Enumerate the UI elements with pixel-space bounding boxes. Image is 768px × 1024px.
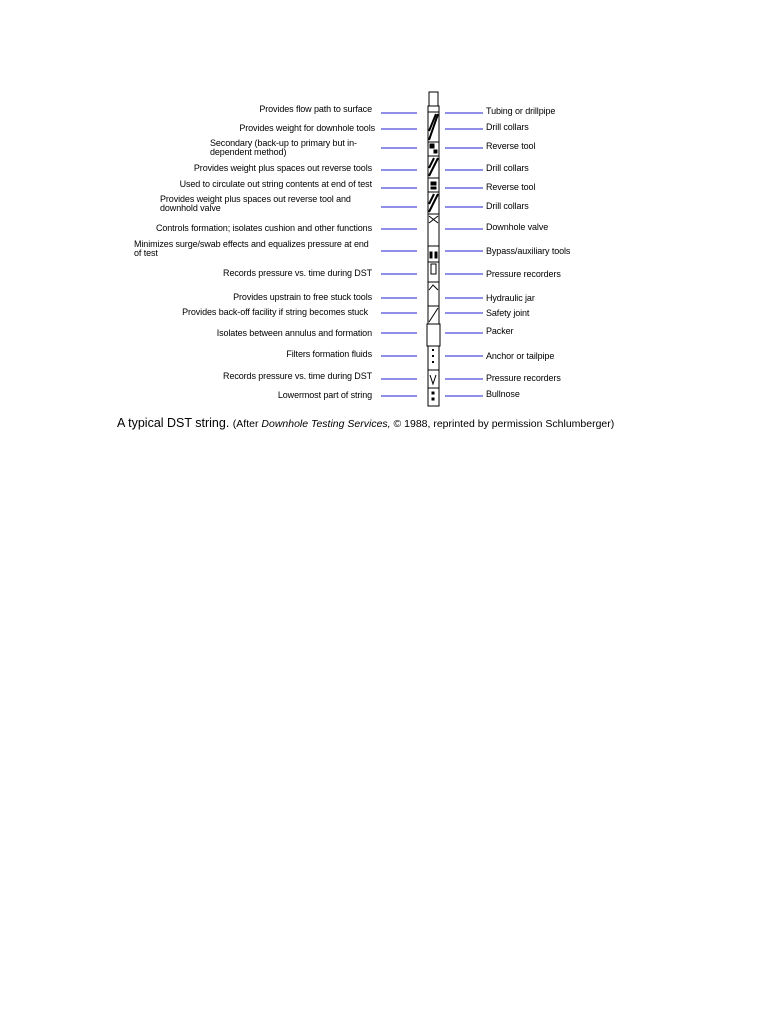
dst-string-drawing xyxy=(427,92,440,406)
left-label-surge-swab: Minimizes surge/swab effects and equalizes pressure at end of test xyxy=(134,239,369,258)
left-label-upstrain: Provides upstrain to free stuck tools xyxy=(233,292,372,302)
left-label-weight-valve: Provides weight plus spaces out reverse tool and downhold valve xyxy=(160,194,351,213)
right-label-reverse-tool-2: Reverse tool xyxy=(486,182,536,192)
right-label-bullnose: Bullnose xyxy=(486,389,520,399)
caption-after: (After xyxy=(232,418,262,430)
right-label-reverse-tool-1: Reverse tool xyxy=(486,141,536,151)
left-label-filters: Filters formation fluids xyxy=(286,349,372,359)
right-label-pressure-recorders-2: Pressure recorders xyxy=(486,373,561,383)
right-label-packer: Packer xyxy=(486,326,514,336)
bullnose-section xyxy=(428,388,439,406)
tubing-joint xyxy=(428,106,439,112)
left-label-circulate: Used to circulate out string contents at end of test xyxy=(179,179,372,189)
left-label-isolates: Isolates between annulus and formation xyxy=(216,328,372,338)
right-label-drill-collars-1: Drill collars xyxy=(486,122,529,132)
packer-section xyxy=(427,324,440,346)
pressure-recorders-section-2 xyxy=(428,370,439,388)
downhole-valve-section xyxy=(428,214,439,246)
left-label-flow-path: Provides flow path to surface xyxy=(259,104,372,114)
left-label-secondary: Secondary (back-up to primary but in-dependent method) xyxy=(210,138,357,157)
right-label-safety-joint: Safety joint xyxy=(486,308,530,318)
caption-rest: © 1988, reprinted by permission Schlumberger) xyxy=(390,418,615,430)
right-label-bypass: Bypass/auxiliary tools xyxy=(486,246,571,256)
right-label-drill-collars-2: Drill collars xyxy=(486,163,529,173)
left-label-controls-formation: Controls formation; isolates cushion and other functions xyxy=(155,223,372,233)
caption-main: A typical DST string. xyxy=(117,416,230,430)
right-label-hydraulic-jar: Hydraulic jar xyxy=(486,293,535,303)
right-label-drill-collars-3: Drill collars xyxy=(486,201,529,211)
caption-source: Downhole Testing Services, xyxy=(261,418,391,430)
right-label-tubing: Tubing or drillpipe xyxy=(486,106,556,116)
right-label-anchor: Anchor or tailpipe xyxy=(486,351,555,361)
left-label-weight-1: Provides weight for downhole tools xyxy=(239,123,375,133)
left-label-records-pressure-1: Records pressure vs. time during DST xyxy=(223,268,372,278)
left-label-weight-spaces: Provides weight plus spaces out reverse tools xyxy=(193,163,372,173)
right-label-pressure-recorders-1: Pressure recorders xyxy=(486,269,561,279)
right-label-downhole-valve: Downhole valve xyxy=(486,222,549,232)
figure-caption xyxy=(117,416,614,432)
left-label-records-pressure-2: Records pressure vs. time during DST xyxy=(223,371,372,381)
left-label-back-off: Provides back-off facility if string becomes stuck xyxy=(182,307,368,317)
left-label-lowermost: Lowermost part of string xyxy=(277,390,372,400)
